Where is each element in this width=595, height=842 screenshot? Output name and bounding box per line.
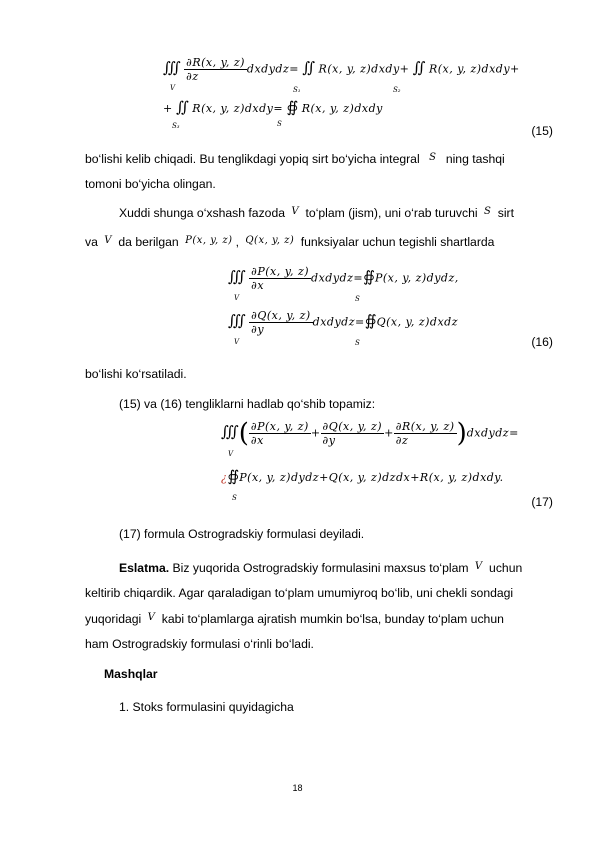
text: da berilgan — [118, 235, 179, 249]
fraction-denominator: ∂y — [251, 323, 265, 336]
paragraph-line — [85, 235, 494, 249]
page-number: 18 — [292, 783, 303, 793]
integral-subscript: S — [232, 494, 237, 502]
text: Xuddi shunga o‘xshash fazoda — [119, 206, 286, 220]
equation-number-15: (15) — [531, 124, 553, 138]
formula-17-row-1 — [221, 420, 519, 447]
fraction-dQ-dy — [321, 420, 385, 447]
formula-text: dxdydz= — [312, 315, 365, 329]
integral-subscript: S₂ — [393, 86, 401, 94]
integral-subscript: S₁ — [293, 86, 301, 94]
fraction-dR-dz — [184, 56, 247, 83]
triple-integral-sign: ∭ — [163, 58, 181, 77]
fraction-numerator: ∂P(x, y, z) — [251, 265, 310, 278]
note-line — [85, 612, 504, 626]
formula-text: R(x, y, z)dxdy+ — [318, 62, 410, 76]
formula-text: R(x, y, z)dxdy= — [192, 102, 284, 115]
fraction-numerator: ∂R(x, y, z) — [186, 56, 245, 69]
double-integral-sign: ∬ — [412, 58, 426, 77]
formula-text: dxdydz= — [311, 271, 364, 285]
text: Biz yuqorida Ostrogradskiy formulasini maxsus to‘plam — [172, 561, 469, 575]
fraction-denominator: ∂z — [395, 434, 409, 447]
formula-15-line-2 — [163, 98, 383, 116]
note-label: Eslatma. — [119, 561, 170, 575]
text: bo‘lishi kelib chiqadi. Bu tenglikdagi yopiq sirt bo‘yicha integral — [85, 152, 420, 166]
formula-17-row-2 — [221, 467, 504, 485]
double-integral-sign: ∬ — [302, 58, 316, 77]
fraction-denominator: ∂x — [250, 434, 264, 447]
integral-subscript: S — [277, 120, 282, 128]
paragraph-line: bo‘lishi ko‘rsatiladi. — [85, 367, 187, 381]
formula-16-row-1 — [228, 265, 459, 292]
triple-integral-sign: ∭ — [228, 311, 246, 330]
fraction-denominator: ∂y — [322, 434, 336, 447]
formula-text: P(x, y, z)dydz, — [374, 271, 459, 285]
formula-text: Q(x, y, z)dxdz — [376, 315, 458, 329]
fraction-numerator: ∂Q(x, y, z) — [251, 309, 311, 322]
math-symbol: S — [483, 206, 492, 217]
closed-surface-integral-sign: ∯ — [286, 98, 299, 116]
formula-prefix-glyph: ¿ — [221, 471, 228, 484]
text: ning tashqi — [445, 152, 505, 166]
formula-15-line-1 — [163, 56, 520, 83]
formula-text: R(x, y, z)dxdy+ — [428, 62, 520, 76]
paragraph-line: tomoni bo‘yicha olingan. — [85, 177, 216, 191]
fraction-denominator: ∂x — [251, 279, 265, 292]
equation-number-17: (17) — [531, 495, 553, 509]
fraction-dP-dx — [249, 265, 311, 292]
fraction-dR-dz — [394, 420, 457, 447]
formula-text: + — [163, 102, 173, 115]
formula-text: dxdydz= — [466, 426, 519, 440]
fraction-dQ-dy — [249, 309, 313, 336]
note-line: ham Ostrogradskiy formulasi o‘rinli bo‘ladi. — [85, 637, 314, 651]
triple-integral-sign: ∭ — [228, 267, 246, 286]
text: sirt — [497, 206, 514, 220]
note-line — [119, 561, 522, 575]
math-symbol: V — [104, 235, 112, 246]
triple-integral-sign: ∭ — [221, 422, 239, 441]
plus-sign: + — [384, 426, 394, 440]
integral-subscript: V — [170, 84, 176, 92]
right-paren: ) — [456, 418, 467, 449]
math-function-q: Q(x, y, z) — [245, 235, 295, 246]
integral-subscript: S — [355, 295, 360, 303]
fraction-numerator: ∂Q(x, y, z) — [322, 420, 383, 433]
note-line: keltirib chiqardik. Agar qaraladigan to‘plam umumiyroq bo‘lib, uni chekli sondagi — [85, 586, 514, 600]
fraction-numerator: ∂R(x, y, z) — [395, 420, 455, 433]
integral-subscript: V — [234, 294, 240, 302]
double-integral-sign: ∬ — [176, 98, 189, 116]
text: yuqoridagi — [85, 612, 142, 626]
exercise-item: 1. Stoks formulasini quyidagicha — [119, 700, 294, 714]
paragraph-line — [85, 152, 505, 166]
integral-subscript: V — [228, 450, 234, 458]
fraction-denominator: ∂z — [186, 70, 199, 83]
equation-number-16: (16) — [531, 335, 553, 349]
paragraph-line: (15) va (16) tengliklarni hadlab qo‘shib topamiz: — [119, 397, 376, 411]
formula-text: R(x, y, z)dxdy — [301, 102, 383, 115]
section-heading: Mashqlar — [104, 667, 158, 681]
integral-subscript: S — [355, 339, 360, 347]
formula-text: P(x, y, z)dydz+Q(x, y, z)dzdx+R(x, y, z)dxdy. — [239, 471, 504, 484]
integral-subscript: V — [234, 338, 240, 346]
fraction-dP-dx — [249, 420, 311, 447]
math-symbol: V — [474, 561, 483, 572]
closed-surface-integral-sign: ∯ — [364, 311, 377, 330]
integral-subscript: S₃ — [172, 122, 180, 130]
math-function-p: P(x, y, z) — [185, 235, 233, 246]
text: va — [85, 235, 98, 249]
text: uchun — [489, 561, 523, 575]
closed-surface-integral-sign: ∯ — [363, 267, 375, 286]
formula-text: dxdydz= — [246, 62, 299, 76]
plus-sign: + — [310, 426, 321, 440]
left-paren: ( — [238, 418, 249, 449]
paragraph-line: (17) formula Ostrogradskiy formulasi deyiladi. — [119, 527, 365, 541]
formula-16-row-2 — [228, 309, 458, 336]
closed-surface-integral-sign: ∯ — [227, 467, 240, 485]
math-symbol: V — [291, 206, 300, 217]
paragraph-line — [119, 206, 514, 220]
text: funksiyalar uchun tegishli shartlarda — [300, 235, 495, 249]
text: kabi to‘plamlarga ajratish mumkin bo‘lsa, bunday to‘plam uchun — [161, 612, 504, 626]
math-symbol: V — [147, 612, 156, 623]
fraction-numerator: ∂P(x, y, z) — [250, 420, 309, 433]
math-symbol: S — [429, 152, 437, 163]
text: , — [235, 235, 239, 249]
text: to‘plam (jism), uni o‘rab turuvchi — [305, 206, 478, 220]
